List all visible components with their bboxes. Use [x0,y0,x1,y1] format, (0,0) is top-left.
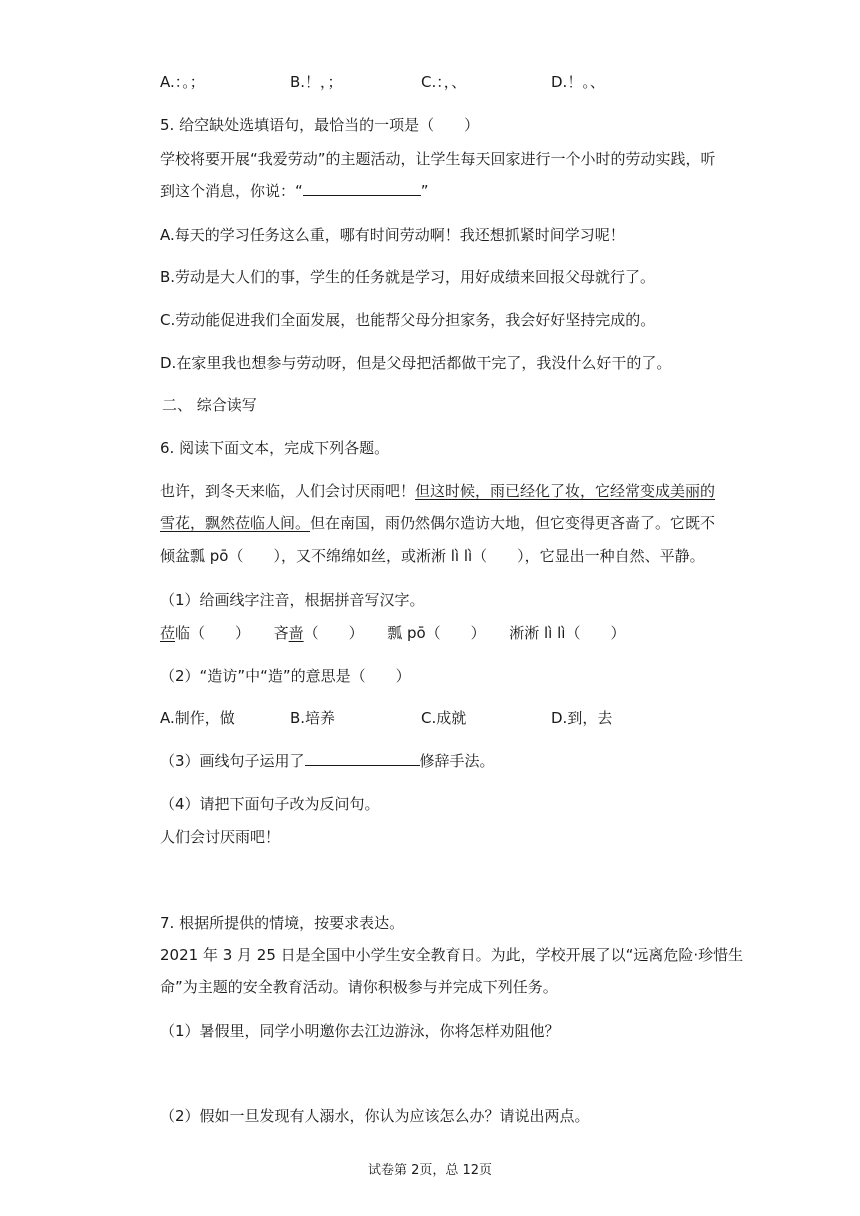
q6-passage-line-1 [160,480,715,502]
q6-underlined-sentence-part-2: 雪花，飘然莅临人间。 [160,514,311,532]
q5-context-line-1: 学校将要开展“我爱劳动”的主题活动，让学生每天回家进行一个小时的劳动实践，听 [160,150,716,168]
q6-sub1-item-4: 淅淅 lì lì（ ） [509,624,626,642]
q4-option-c: C.：，、 [421,73,467,91]
q5-stem: 5. 给空缺处选填语句，最恰当的一项是（ ） [160,116,480,134]
q6-stem: 6. 阅读下面文本，完成下列各题。 [160,439,390,457]
q5-context-line-2 [160,180,429,202]
q5-context-post: ” [420,182,429,200]
q6-sub1-item-3: 瓢 pō（ ） [387,624,486,642]
q6-sub2-option-c: C.成就 [421,709,467,727]
q6-sub3: （3）画线句子运用了 修辞手法。 [160,752,495,770]
q7-context-line-2: 命”为主题的安全教育活动。请你积极参与并完成下列任务。 [160,978,558,996]
q5-option-d: D.在家里我也想参与劳动呀，但是父母把活都做干完了，我没什么好干的了。 [160,354,672,372]
q4-option-d: D.！。、 [551,73,605,91]
q5-option-a: A.每天的学习任务这么重，哪有时间劳动啊！我还想抓紧时间学习呢！ [160,226,625,244]
q6-sub3-answer-blank[interactable] [305,751,420,766]
q6-passage-text-2: 但在南国，雨仍然偶尔造访大地，但它变得更吝啬了。它既不 [310,514,716,532]
q6-sub1-prompt: （1）给画线字注音，根据拼音写汉字。 [160,591,425,609]
q6-sub1-item-2: 吝啬（ ） [273,624,364,642]
q4-option-a: A.：。； [160,73,205,91]
q5-option-b: B.劳动是大人们的事，学生的任务就是学习，用好成绩来回报父母就行了。 [160,268,656,286]
q6-underlined-sentence-part-1: 但这时候，雨已经化了妆，它经常变成美丽的 [415,482,716,500]
page-footer: 试卷第 2页，总 12页 [367,1163,493,1178]
q5-option-c: C.劳动能促进我们全面发展，也能帮父母分担家务，我会好好坚持完成的。 [160,311,656,329]
q6-sub2-prompt: （2）“造访”中“造”的意思是（ ） [160,667,411,685]
q6-sub2-option-a: A.制作，做 [160,709,235,727]
q6-sub2-option-d: D.到，去 [551,709,613,727]
q4-option-b: B.！，； [290,73,343,91]
q6-sub1-items [160,622,625,644]
q6-passage-line-2 [160,512,715,534]
q5-context-pre: 到这个消息，你说：“ [160,182,303,200]
q7-context-line-1: 2021 年 3 月 25 日是全国中小学生安全教育日。为此，学校开展了以“远离危险·珍惜生 [160,946,744,964]
q7-sub1-prompt: （1）暑假里，同学小明邀你去江边游泳，你将怎样劝阻他？ [160,1022,560,1040]
q6-passage-line-3: 倾盆瓢 pō（ ），又不绵绵如丝，或淅淅 lì lì（ ），它显出一种自然、平静。 [160,547,705,565]
q6-passage-text: 也许，到冬天来临，人们会讨厌雨吧！ [160,482,416,500]
q5-answer-blank[interactable] [303,181,421,196]
q6-sub4-sentence: 人们会讨厌雨吧！ [160,828,281,846]
section-2-heading: 二、 综合读写 [162,396,257,414]
q6-sub1-item-1: 莅临（ ） [160,624,251,642]
q6-sub2-option-b: B.培养 [290,709,336,727]
q6-sub4-prompt: （4）请把下面句子改为反问句。 [160,795,380,813]
q7-sub2-prompt: （2）假如一旦发现有人溺水，你认为应该怎么办？请说出两点。 [160,1107,590,1125]
q7-stem: 7. 根据所提供的情境，按要求表达。 [160,914,405,932]
